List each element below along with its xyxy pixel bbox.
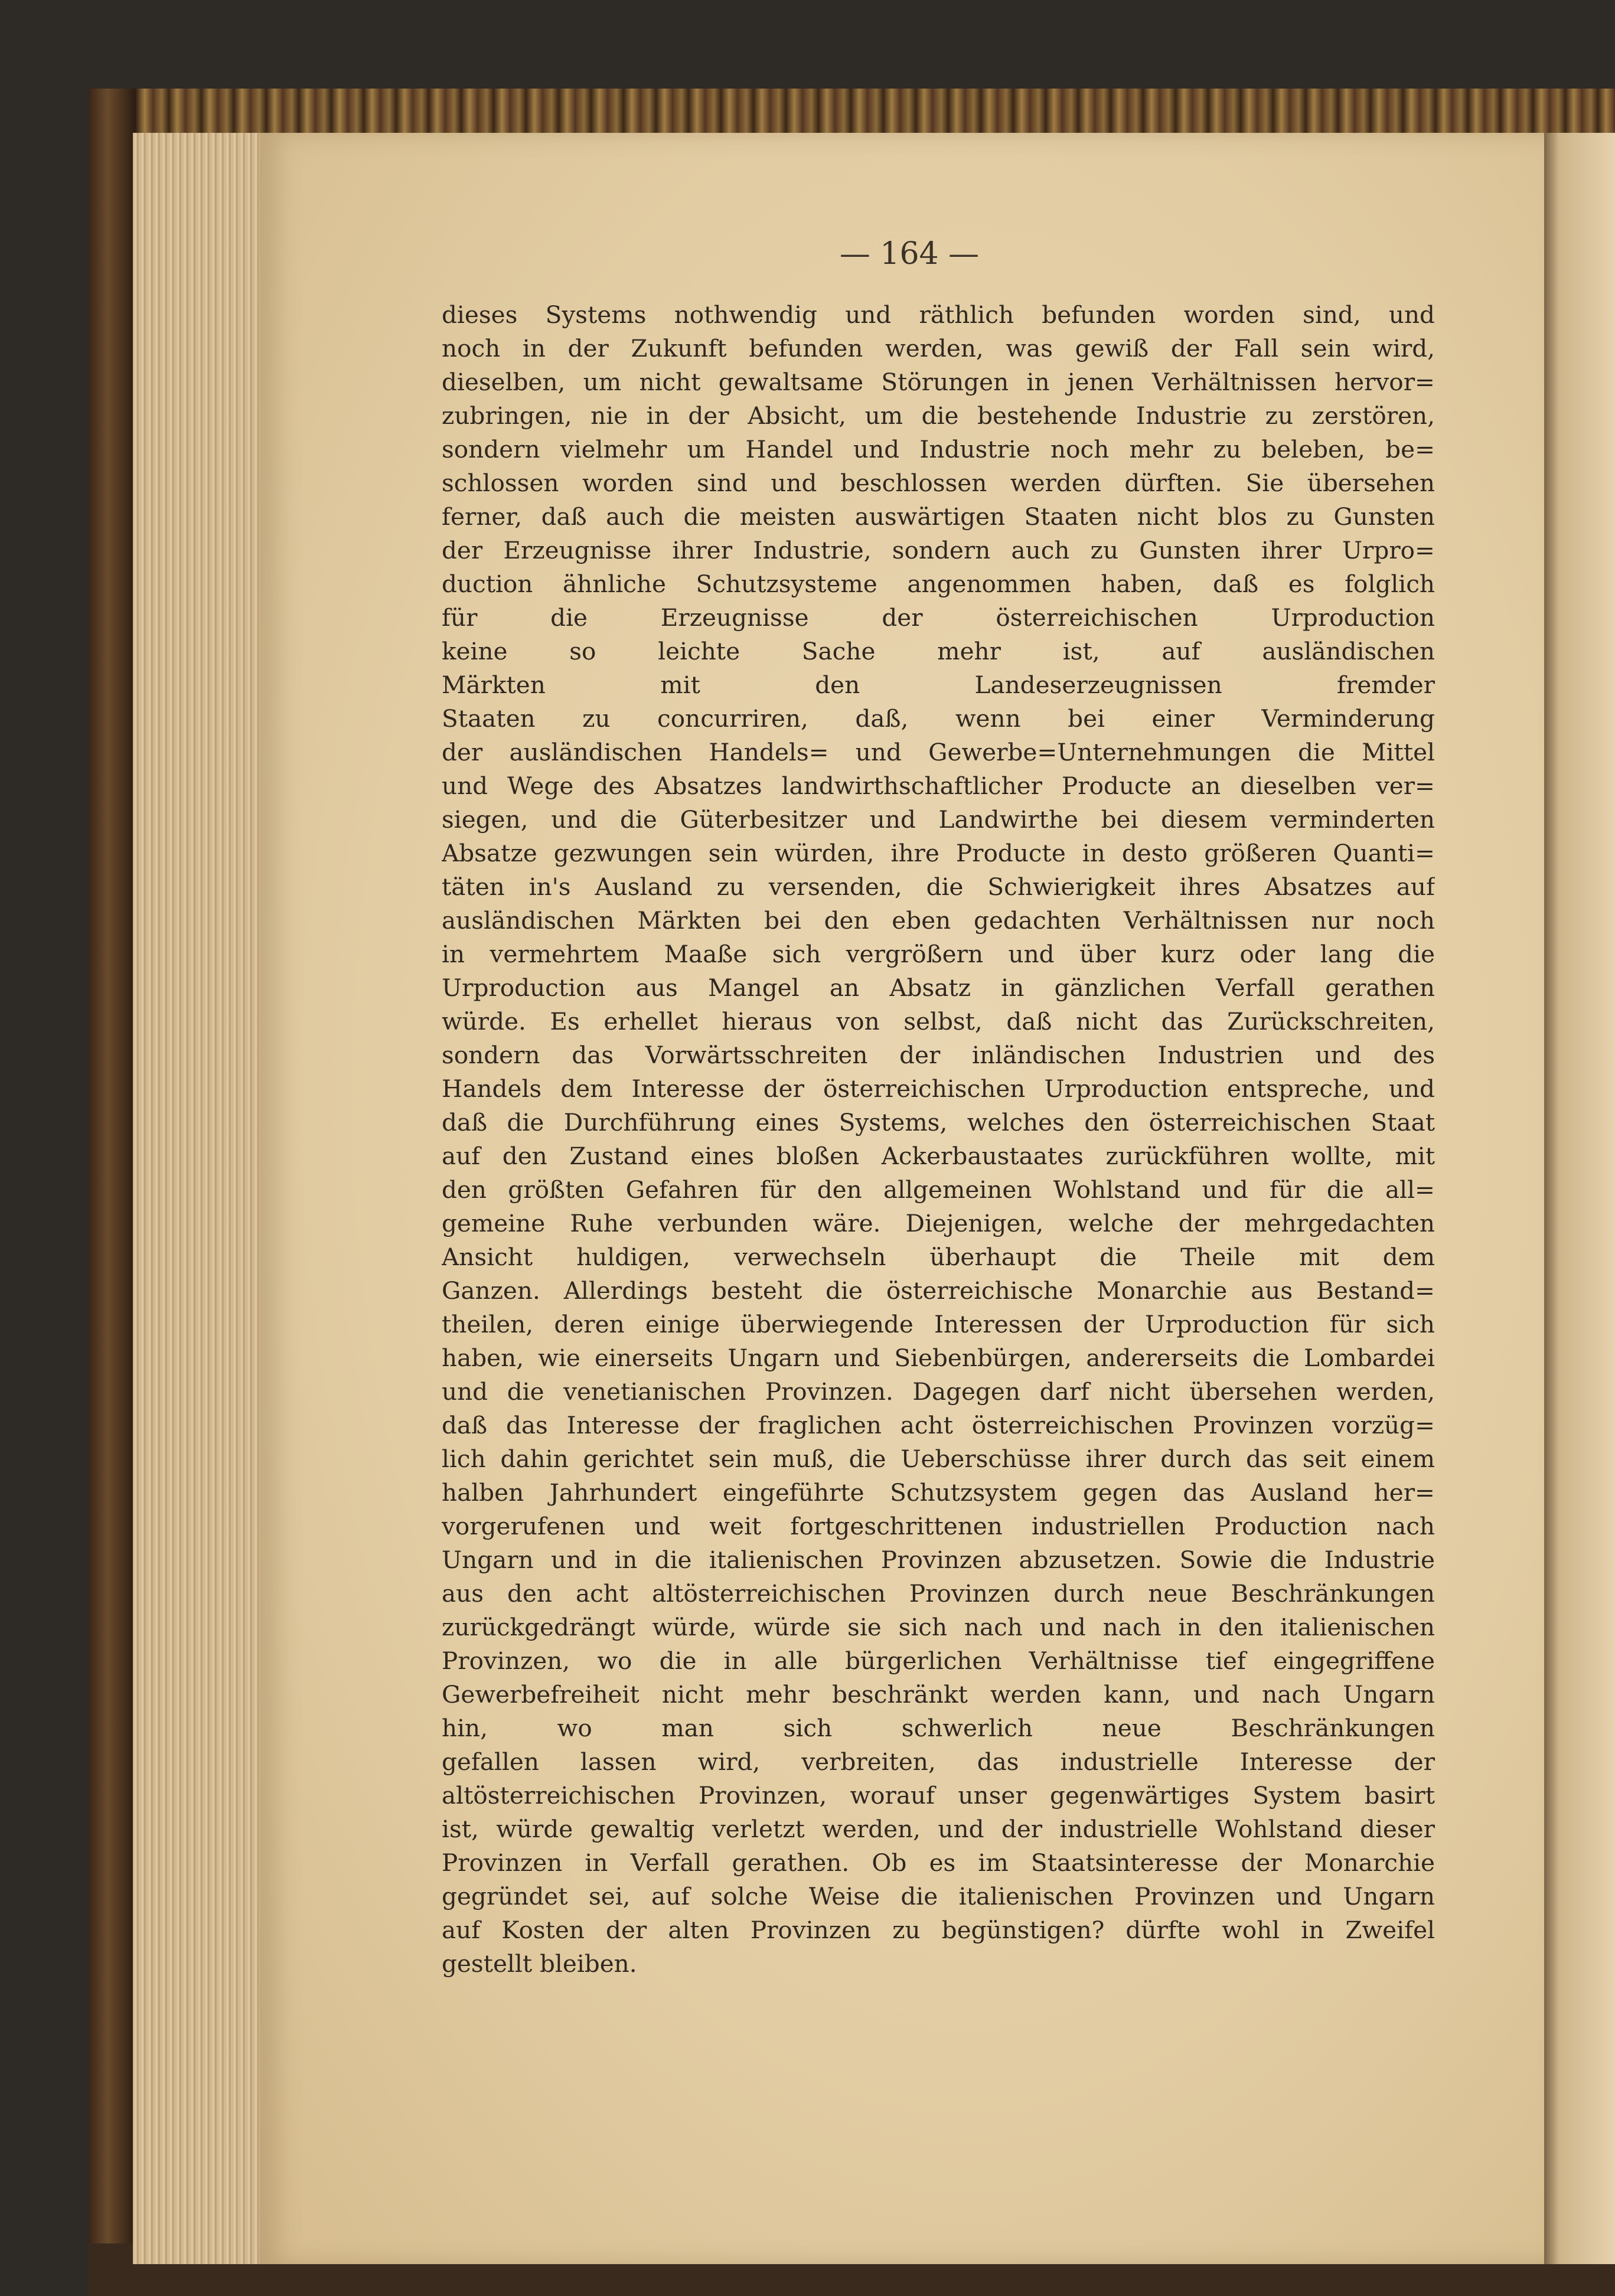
- page-stack-edges: [133, 133, 269, 2264]
- text-line: dieselben, um nicht gewaltsame Störungen in jenen Verhältnissen hervor=: [442, 368, 1435, 396]
- text-line: daß die Durchführung eines Systems, welches den österreichischen Staat: [442, 1108, 1435, 1136]
- text-line: gemeine Ruhe verbunden wäre. Diejenigen, welche der mehrgedachten: [442, 1209, 1435, 1237]
- text-line: Handels dem Interesse der österreichischen Urproduction entspreche, und: [442, 1074, 1435, 1103]
- text-line: haben, wie einerseits Ungarn und Siebenbürgen, andererseits die Lombardei: [442, 1344, 1435, 1372]
- text-line: zubringen, nie in der Absicht, um die bestehende Industrie zu zerstören,: [442, 401, 1435, 430]
- text-line: ferner, daß auch die meisten auswärtigen Staaten nicht blos zu Gunsten: [442, 502, 1435, 531]
- text-line: Urproduction aus Mangel an Absatz in gänzlichen Verfall gerathen: [442, 974, 1435, 1002]
- page-number: — 164 —: [839, 236, 980, 272]
- body-text: [442, 298, 1435, 1981]
- text-line: daß das Interesse der fraglichen acht österreichischen Provinzen vorzüg=: [442, 1411, 1435, 1439]
- text-line: täten in's Ausland zu versenden, die Schwierigkeit ihres Absatzes auf: [442, 873, 1435, 901]
- text-line: zurückgedrängt würde, würde sie sich nach und nach in den italienischen: [442, 1613, 1435, 1641]
- text-line: sondern das Vorwärtsschreiten der inländischen Industrien und des: [442, 1041, 1435, 1069]
- text-line: Provinzen, wo die in alle bürgerlichen Verhältnisse tief eingegriffene: [442, 1647, 1435, 1675]
- text-line: Gewerbefreiheit nicht mehr beschränkt werden kann, und nach Ungarn: [442, 1680, 1435, 1709]
- text-line: Ganzen. Allerdings besteht die österreichische Monarchie aus Bestand=: [442, 1276, 1435, 1305]
- text-line: Staaten zu concurriren, daß, wenn bei einer Verminderung: [442, 704, 1435, 733]
- text-line: auf Kosten der alten Provinzen zu begünstigen? dürfte wohl in Zweifel: [442, 1916, 1435, 1944]
- text-line: auf den Zustand eines bloßen Ackerbaustaates zurückführen wollte, mit: [442, 1142, 1435, 1170]
- text-line: theilen, deren einige überwiegende Interessen der Urproduction für sich: [442, 1310, 1435, 1338]
- text-line: der Erzeugnisse ihrer Industrie, sondern auch zu Gunsten ihrer Urpro=: [442, 536, 1435, 564]
- text-line: Absatze gezwungen sein würden, ihre Producte in desto größeren Quanti=: [442, 839, 1435, 867]
- text-line: Provinzen in Verfall gerathen. Ob es im Staatsinteresse der Monarchie: [442, 1848, 1435, 1877]
- text-line: altösterreichischen Provinzen, worauf unser gegenwärtiges System basirt: [442, 1781, 1435, 1810]
- text-line: lich dahin gerichtet sein muß, die Ueberschüsse ihrer durch das seit einem: [442, 1445, 1435, 1473]
- text-line: dieses Systems nothwendig und räthlich befunden worden sind, und: [442, 301, 1435, 329]
- text-line: Ungarn und in die italienischen Provinzen abzusetzen. Sowie die Industrie: [442, 1546, 1435, 1574]
- book-spine-left: [89, 89, 136, 2261]
- text-line: aus den acht altösterreichischen Provinzen durch neue Beschränkungen: [442, 1579, 1435, 1608]
- text-line: siegen, und die Güterbesitzer und Landwirthe bei diesem verminderten: [442, 805, 1435, 834]
- text-line: würde. Es erhellet hieraus von selbst, daß nicht das Zurückschreiten,: [442, 1007, 1435, 1036]
- text-line: und die venetianischen Provinzen. Dagegen darf nicht übersehen werden,: [442, 1377, 1435, 1406]
- text-line: Märkten mit den Landeserzeugnissen fremder: [442, 671, 1435, 699]
- text-line: gefallen lassen wird, verbreiten, das industrielle Interesse der: [442, 1748, 1435, 1776]
- text-line: halben Jahrhundert eingeführte Schutzsystem gegen das Ausland her=: [442, 1478, 1435, 1507]
- text-line: hin, wo man sich schwerlich neue Beschränkungen: [442, 1714, 1435, 1742]
- facing-page-edge: [1544, 133, 1615, 2264]
- text-line: ist, würde gewaltig verletzt werden, und der industrielle Wohlstand dieser: [442, 1815, 1435, 1843]
- text-line: für die Erzeugnisse der österreichischen Urproduction: [442, 603, 1435, 632]
- text-line: keine so leichte Sache mehr ist, auf ausländischen: [442, 637, 1435, 665]
- text-line: gegründet sei, auf solche Weise die italienischen Provinzen und Ungarn: [442, 1882, 1435, 1910]
- text-line: duction ähnliche Schutzsysteme angenommen haben, daß es folglich: [442, 570, 1435, 598]
- text-line: in vermehrtem Maaße sich vergrößern und über kurz oder lang die: [442, 940, 1435, 968]
- text-line: Ansicht huldigen, verwechseln überhaupt die Theile mit dem: [442, 1243, 1435, 1271]
- text-line: der ausländischen Handels= und Gewerbe=Unternehmungen die Mittel: [442, 738, 1435, 766]
- text-line: schlossen worden sind und beschlossen werden dürften. Sie übersehen: [442, 469, 1435, 497]
- text-line: gestellt bleiben.: [442, 1949, 637, 1978]
- text-line: vorgerufenen und weit fortgeschrittenen industriellen Production nach: [442, 1512, 1435, 1540]
- text-line: noch in der Zukunft befunden werden, was gewiß der Fall sein wird,: [442, 334, 1435, 362]
- text-line: sondern vielmehr um Handel und Industrie noch mehr zu beleben, be=: [442, 435, 1435, 463]
- text-line: den größten Gefahren für den allgemeinen Wohlstand und für die all=: [442, 1175, 1435, 1204]
- text-line: ausländischen Märkten bei den eben gedachten Verhältnissen nur noch: [442, 906, 1435, 935]
- text-line: und Wege des Absatzes landwirthschaftlicher Producte an dieselben ver=: [442, 772, 1435, 800]
